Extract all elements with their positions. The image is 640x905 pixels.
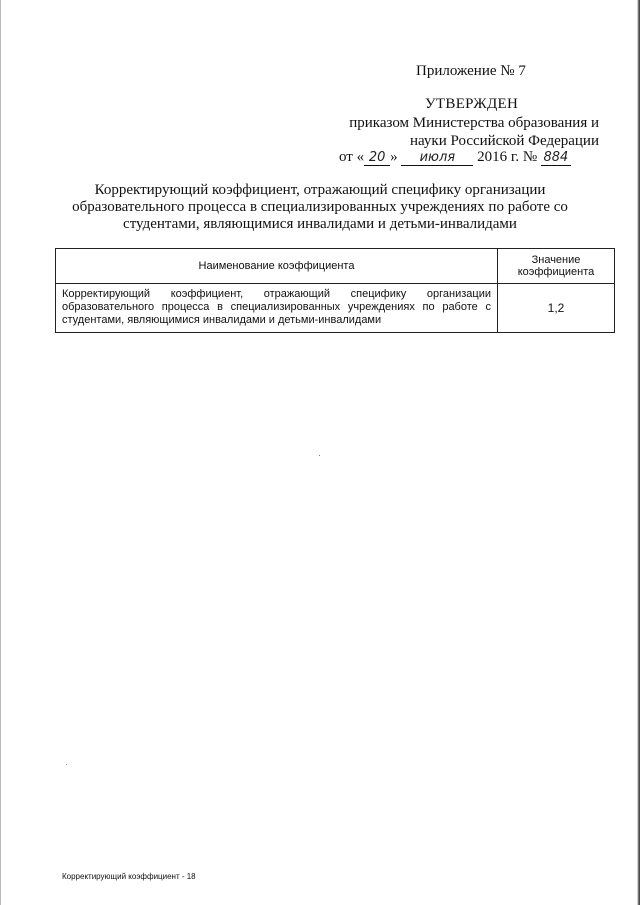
coefficient-table xyxy=(55,248,615,333)
handwritten-month: июля xyxy=(401,151,473,166)
date-year: 2016 г. № xyxy=(477,149,538,165)
coefficient-name-cell: Корректирующий коэффициент, отражающий специфику организации образовательного процесса в специализированных учреждениях по работе с студентами, являющимися инвалидами и детьми-инвалидами xyxy=(56,284,498,333)
page-footer: Корректирующий коэффициент - 18 xyxy=(62,872,196,881)
date-prefix: от « xyxy=(339,149,365,165)
scan-speck xyxy=(66,764,67,765)
table-row xyxy=(56,284,615,333)
column-header-value: Значение коэффициента xyxy=(498,249,615,284)
table-header-row xyxy=(56,249,615,284)
coefficient-value-cell: 1,2 xyxy=(498,284,615,333)
scan-edge-left xyxy=(0,0,1,905)
title-line-1: Корректирующий коэффициент, отражающий специфику организации xyxy=(94,182,546,198)
date-mid: » xyxy=(390,149,398,165)
title-line-3: студентами, являющимися инвалидами и детьми-инвалидами xyxy=(123,216,517,232)
column-header-name: Наименование коэффициента xyxy=(56,249,498,284)
order-date-line xyxy=(339,149,571,166)
title-line-2: образовательного процесса в специализированных учреждениях по работе со xyxy=(72,199,568,215)
document-title xyxy=(60,182,580,233)
handwritten-day: 20 xyxy=(364,151,390,166)
order-line-1: приказом Министерства образования и xyxy=(349,115,599,131)
approved-heading: УТВЕРЖДЕН xyxy=(425,96,519,112)
order-line-2: науки Российской Федерации xyxy=(409,133,599,149)
appendix-number: Приложение № 7 xyxy=(416,63,526,79)
scan-speck xyxy=(319,455,320,456)
handwritten-order-number: 884 xyxy=(541,151,571,166)
